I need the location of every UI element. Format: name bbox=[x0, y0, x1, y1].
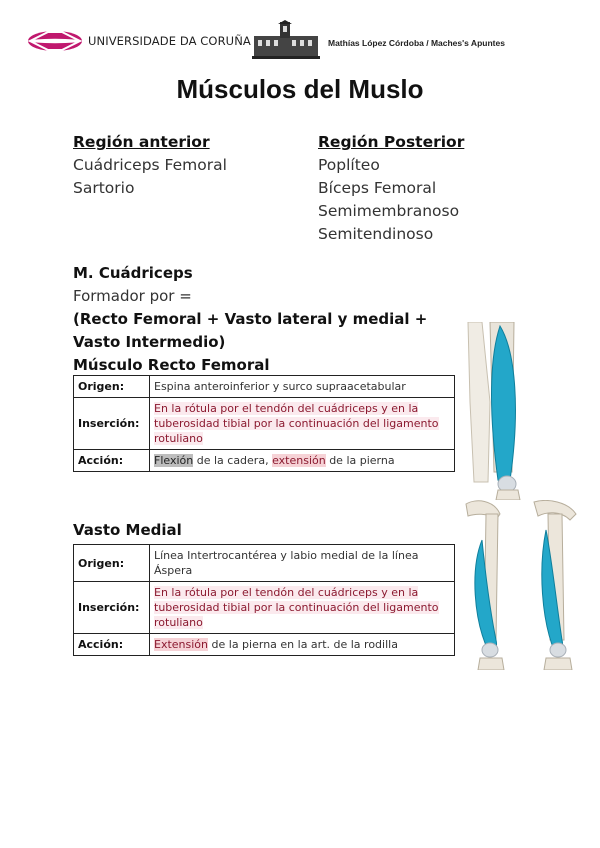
vasto-medial-title: Vasto Medial bbox=[73, 521, 182, 539]
accion-value bbox=[150, 450, 455, 472]
insercion-label: Inserción: bbox=[74, 582, 150, 634]
insercion-label: Inserción: bbox=[74, 398, 150, 450]
insercion-text: En la rótula por el tendón del cuádriceps y en la tuberosidad tibial por la continuación del ligamento rotuliano bbox=[154, 586, 439, 629]
table-row bbox=[74, 545, 455, 582]
table-row bbox=[74, 398, 455, 450]
origen-value: Espina anteroinferior y surco supraacetabular bbox=[150, 376, 455, 398]
vasto-medial-illustration-medial bbox=[520, 500, 582, 670]
list-item: Bíceps Femoral bbox=[318, 179, 437, 197]
document-header bbox=[26, 18, 546, 66]
table-row bbox=[74, 376, 455, 398]
accion-text: de la cadera, bbox=[193, 454, 273, 467]
table-row bbox=[74, 450, 455, 472]
accion-text-end: de la pierna en la art. de la rodilla bbox=[208, 638, 398, 651]
university-logo bbox=[26, 26, 84, 56]
insercion-value bbox=[150, 582, 455, 634]
list-item: Semitendinoso bbox=[318, 225, 434, 243]
origen-label: Origen: bbox=[74, 376, 150, 398]
faculty-building-logo bbox=[252, 20, 320, 62]
region-posterior-list bbox=[318, 131, 464, 246]
page-title: Músculos del Muslo bbox=[176, 74, 424, 104]
origen-value: Línea Intertrocantérea y labio medial de la línea Áspera bbox=[150, 545, 455, 582]
region-anterior-list bbox=[73, 131, 227, 200]
list-item: Semimembranoso bbox=[318, 202, 460, 220]
quadriceps-formula: (Recto Femoral + Vasto lateral y medial + Vasto Intermedio) bbox=[73, 310, 428, 351]
list-item: Poplíteo bbox=[318, 156, 380, 174]
vasto-medial-illustration-front bbox=[460, 500, 522, 670]
accion-label: Acción: bbox=[74, 634, 150, 656]
insercion-value bbox=[150, 398, 455, 450]
quadriceps-section bbox=[73, 262, 443, 377]
quadriceps-formador: Formador por = bbox=[73, 287, 192, 305]
list-item: Sartorio bbox=[73, 179, 135, 197]
recto-femoral-table bbox=[73, 375, 455, 472]
accion-text-end: de la pierna bbox=[325, 454, 395, 467]
accion-highlight-extension: extensión bbox=[272, 454, 326, 467]
quadriceps-title: M. Cuádriceps bbox=[73, 264, 193, 282]
accion-highlight-extension: Extensión bbox=[154, 638, 209, 651]
insercion-text: En la rótula por el tendón del cuádriceps y en la tuberosidad tibial por la continuación del ligamento rotuliano bbox=[154, 402, 439, 445]
vasto-medial-table bbox=[73, 544, 455, 656]
list-item: Cuádriceps Femoral bbox=[73, 156, 227, 174]
origen-label: Origen: bbox=[74, 545, 150, 582]
accion-label: Acción: bbox=[74, 450, 150, 472]
recto-femoral-illustration bbox=[460, 322, 542, 500]
table-row bbox=[74, 634, 455, 656]
author-credit: Mathías López Córdoba / Maches's Apuntes bbox=[328, 38, 505, 48]
accion-highlight-flexion: Flexión bbox=[154, 454, 194, 467]
university-name: UNIVERSIDADE DA CORUÑA bbox=[88, 34, 251, 48]
recto-femoral-title: Músculo Recto Femoral bbox=[73, 356, 270, 374]
accion-value bbox=[150, 634, 455, 656]
region-posterior-heading: Región Posterior bbox=[318, 133, 465, 151]
table-row bbox=[74, 582, 455, 634]
region-anterior-heading: Región anterior bbox=[73, 133, 210, 151]
